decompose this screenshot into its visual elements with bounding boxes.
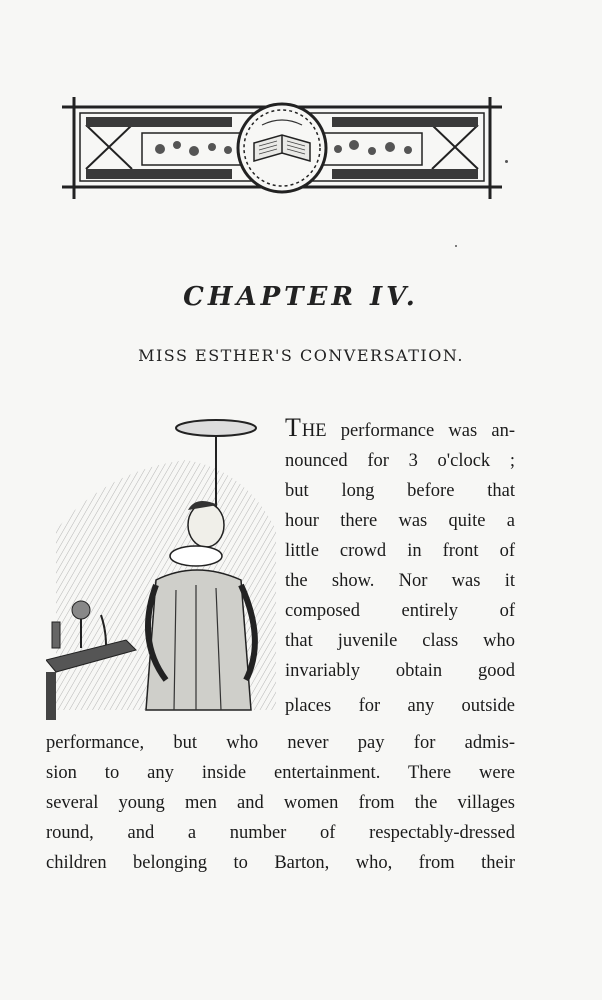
first-line-text: HE performance was an- <box>301 421 515 441</box>
text-line: sion to any inside entertainment. There were <box>46 763 515 783</box>
text-line: little crowd in front of <box>285 541 515 561</box>
text-line: invariably obtain good <box>285 661 515 681</box>
text-line: that juvenile class who <box>285 631 515 651</box>
chapter-title: CHAPTER IV. <box>183 282 419 312</box>
text-line: round, and a number of respectably-dressed <box>46 823 515 843</box>
text-line: but long before that <box>285 481 515 501</box>
text-line: children belonging to Barton, who, from their <box>46 853 515 873</box>
text-line: the show. Nor was it <box>285 571 515 591</box>
chapter-subtitle: MISS ESTHER'S CONVERSATION. <box>138 346 464 365</box>
dropcap: T <box>285 413 302 442</box>
ink-speck <box>455 245 457 247</box>
text-line: hour there was quite a <box>285 511 515 531</box>
open-book-icon <box>238 104 326 192</box>
text-line: performance, but who never pay for admis- <box>46 733 515 753</box>
ink-speck <box>505 160 508 163</box>
text-line <box>285 413 515 446</box>
text-line: places for any outside <box>285 696 515 716</box>
text-line: nounced for 3 o'clock ; <box>285 451 515 471</box>
header-ornament <box>62 95 502 201</box>
performer-illustration <box>46 410 286 720</box>
text-line: composed entirely of <box>285 601 515 621</box>
plate-balancer-figure-icon <box>46 420 276 720</box>
text-line: several young men and women from the villages <box>46 793 515 813</box>
